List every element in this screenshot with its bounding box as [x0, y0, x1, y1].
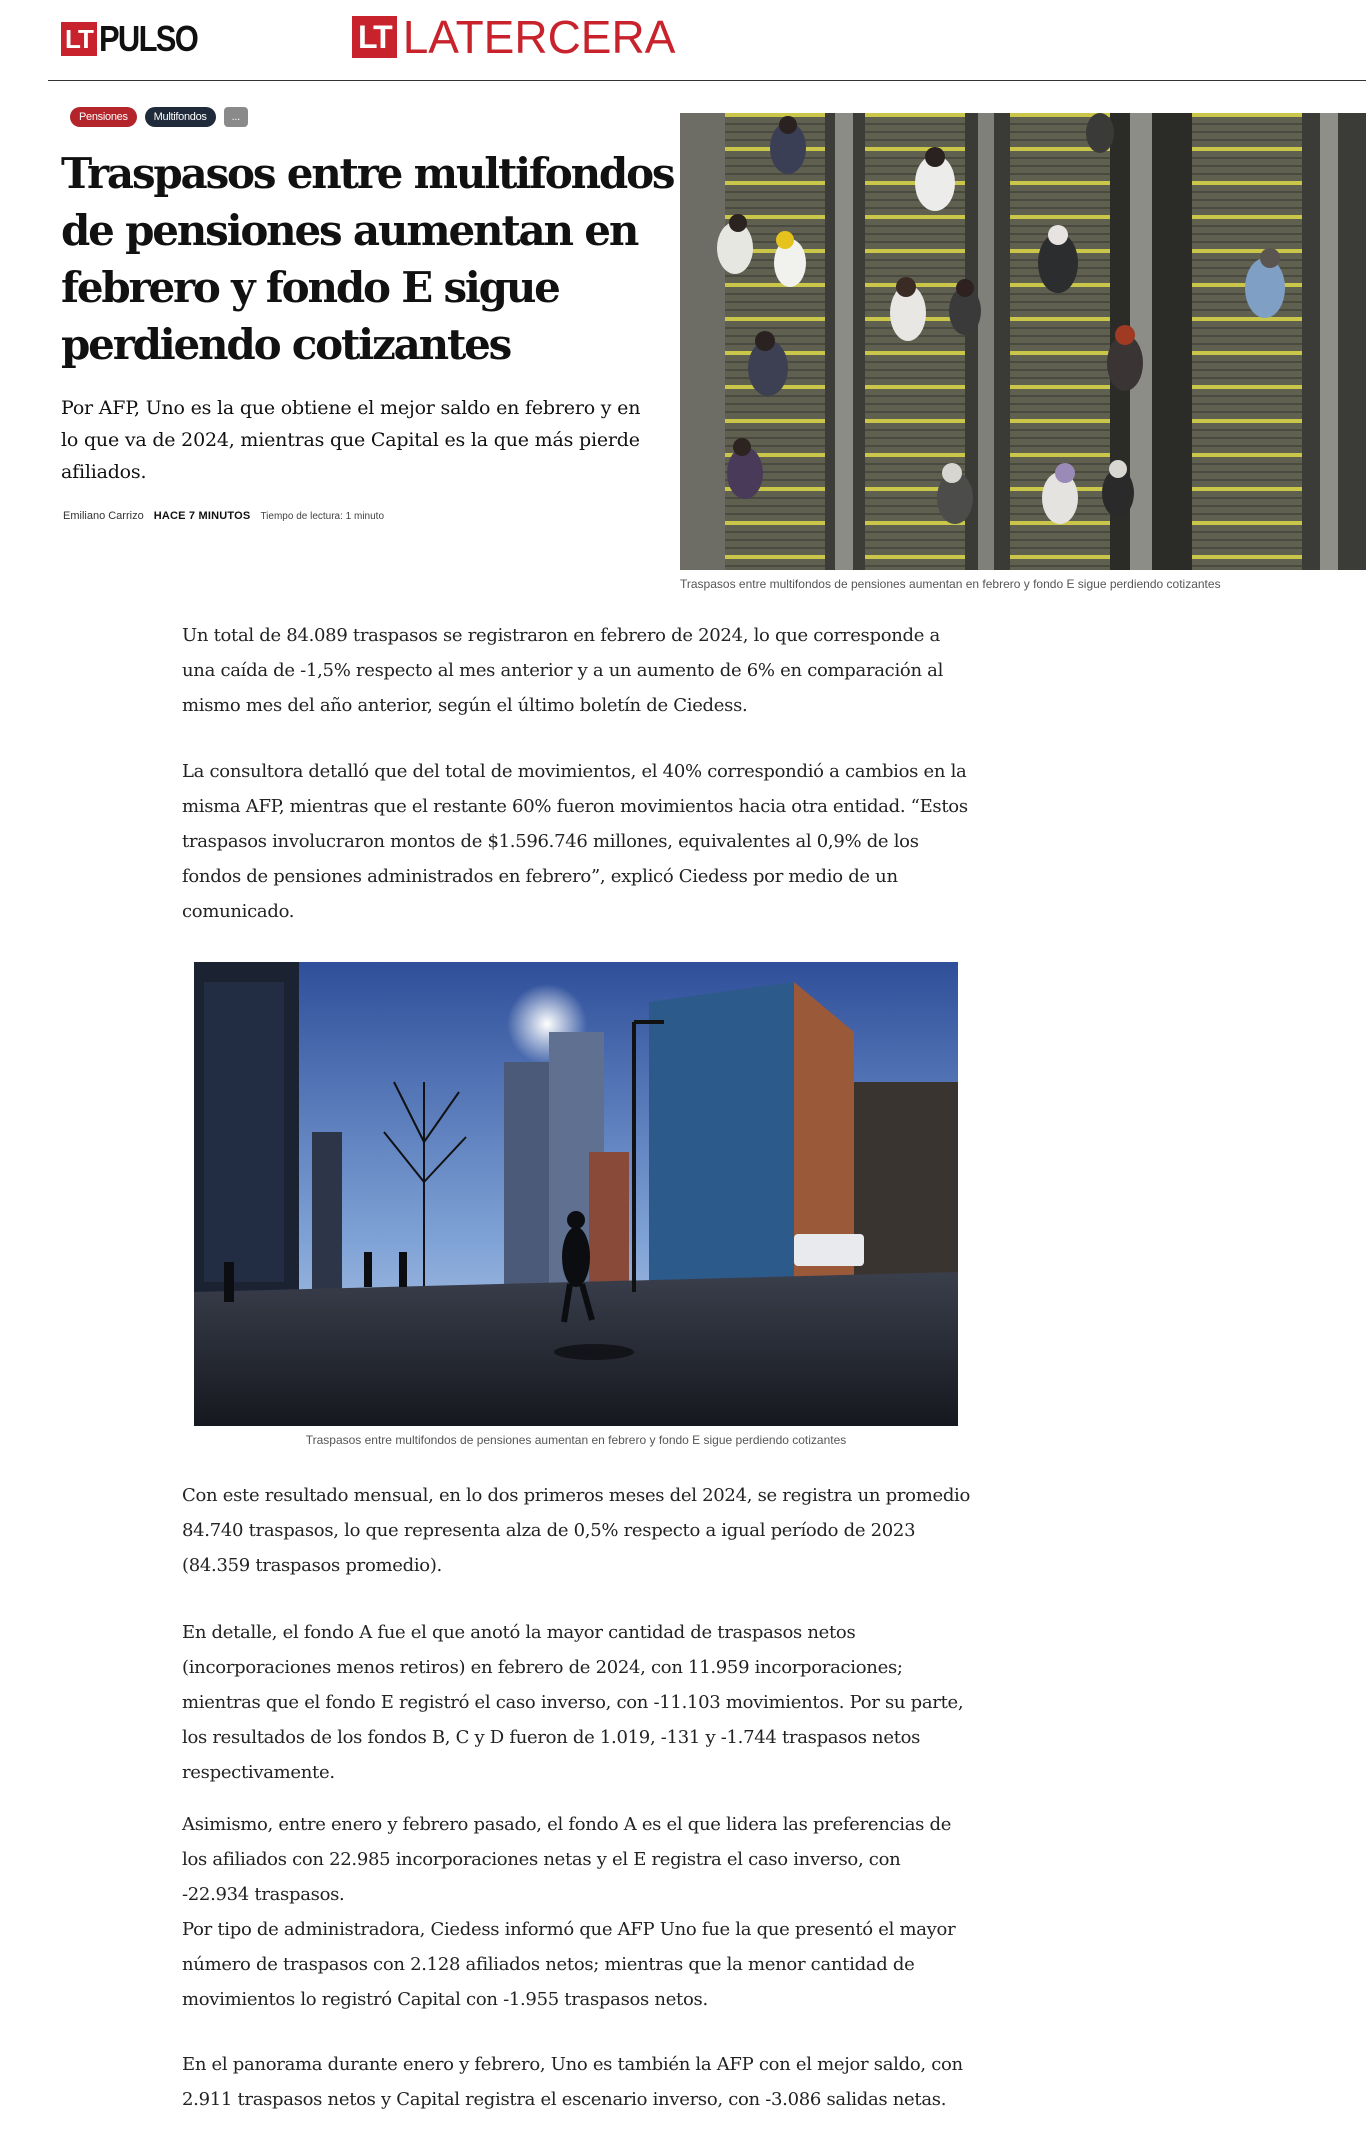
article-byline	[63, 510, 384, 522]
tag-pensiones[interactable]: Pensiones	[70, 107, 137, 127]
article-deck: Por AFP, Uno es la que obtiene el mejor saldo en febrero y en lo que va de 2024, mientras que Capital es la que más pierde afiliados.	[61, 397, 641, 483]
body-paragraph-4: En detalle, el fondo A fue el que anotó la mayor cantidad de traspasos netos (incorporaciones menos retiros) en febrero de 2024, con 11.959 incorporaciones; mientras que el fondo E registró el caso inverso, con -11.103 movimientos. Por su parte, los resultados de los fondos B, C y D fueron de 1.019, -131 y -1.744 traspasos netos respectivamente.	[182, 1622, 964, 1783]
pulso-logo[interactable]	[61, 18, 213, 59]
site-header	[0, 0, 1366, 82]
article-tags	[70, 107, 248, 127]
city-street-photo	[194, 962, 958, 1426]
header-divider	[48, 80, 1366, 81]
reading-time: Tiempo de lectura: 1 minuto	[260, 511, 385, 522]
body-paragraph-5: Asimismo, entre enero y febrero pasado, el fondo A es el que lidera las preferencias de los afiliados con 22.985 incorporaciones netas y el E registra el caso inverso, con -22.934 traspasos.	[182, 1814, 952, 1905]
pulso-logo-text: PULSO	[98, 18, 197, 59]
figure-caption: Traspasos entre multifondos de pensiones aumentan en febrero y fondo E sigue perdiendo cotizantes	[305, 1433, 847, 1447]
latercera-logo-text: LATERCERA	[402, 11, 676, 63]
article-headline: Traspasos entre multifondos de pensiones aumentan en febrero y fondo E sigue perdiendo cotizantes	[61, 149, 674, 369]
body-paragraph-1: Un total de 84.089 traspasos se registraron en febrero de 2024, lo que corresponde a una caída de -1,5% respecto al mes anterior y a un aumento de 6% en comparación al mismo mes del año anterior, según el último boletín de Ciedess.	[182, 625, 944, 716]
hero-caption: Traspasos entre multifondos de pensiones aumentan en febrero y fondo E sigue perdiendo cotizantes	[680, 577, 1221, 591]
body-paragraph-3: Con este resultado mensual, en lo dos primeros meses del 2024, se registra un promedio 84.740 traspasos, lo que representa alza de 0,5% respecto a igual período de 2023 (84.359 traspasos promedio).	[182, 1485, 971, 1576]
tag-more-button[interactable]: ...	[224, 107, 248, 127]
escalators-photo	[680, 113, 1366, 570]
latercera-logo-box: LT	[352, 16, 397, 58]
author-link[interactable]: Emiliano Carrizo	[63, 510, 144, 522]
body-paragraph-6: Por tipo de administradora, Ciedess informó que AFP Uno fue la que presentó el mayor número de traspasos con 2.128 afiliados netos; mientras que la menor cantidad de movimientos lo registró Capital con -1.955 traspasos netos.	[182, 1919, 956, 2010]
pulso-logo-box: LT	[61, 22, 97, 56]
body-paragraph-2: La consultora detalló que del total de movimientos, el 40% correspondió a cambios en la misma AFP, mientras que el restante 60% fueron movimientos hacia otra entidad. “Estos traspasos involucraron montos de $1.596.746 millones, equivalentes al 0,9% de los fondos de pensiones administrados en febrero”, explicó Ciedess por medio de un comunicado.	[182, 761, 968, 922]
tag-multifondos[interactable]: Multifondos	[145, 107, 216, 127]
article-figure-image	[194, 962, 958, 1426]
publish-time: HACE 7 MINUTOS	[153, 510, 251, 522]
body-paragraph-7: En el panorama durante enero y febrero, Uno es también la AFP con el mejor saldo, con 2.911 traspasos netos y Capital registra el escenario inverso, con -3.086 salidas netas.	[182, 2054, 963, 2110]
latercera-logo[interactable]	[352, 11, 676, 63]
hero-image	[680, 113, 1366, 570]
